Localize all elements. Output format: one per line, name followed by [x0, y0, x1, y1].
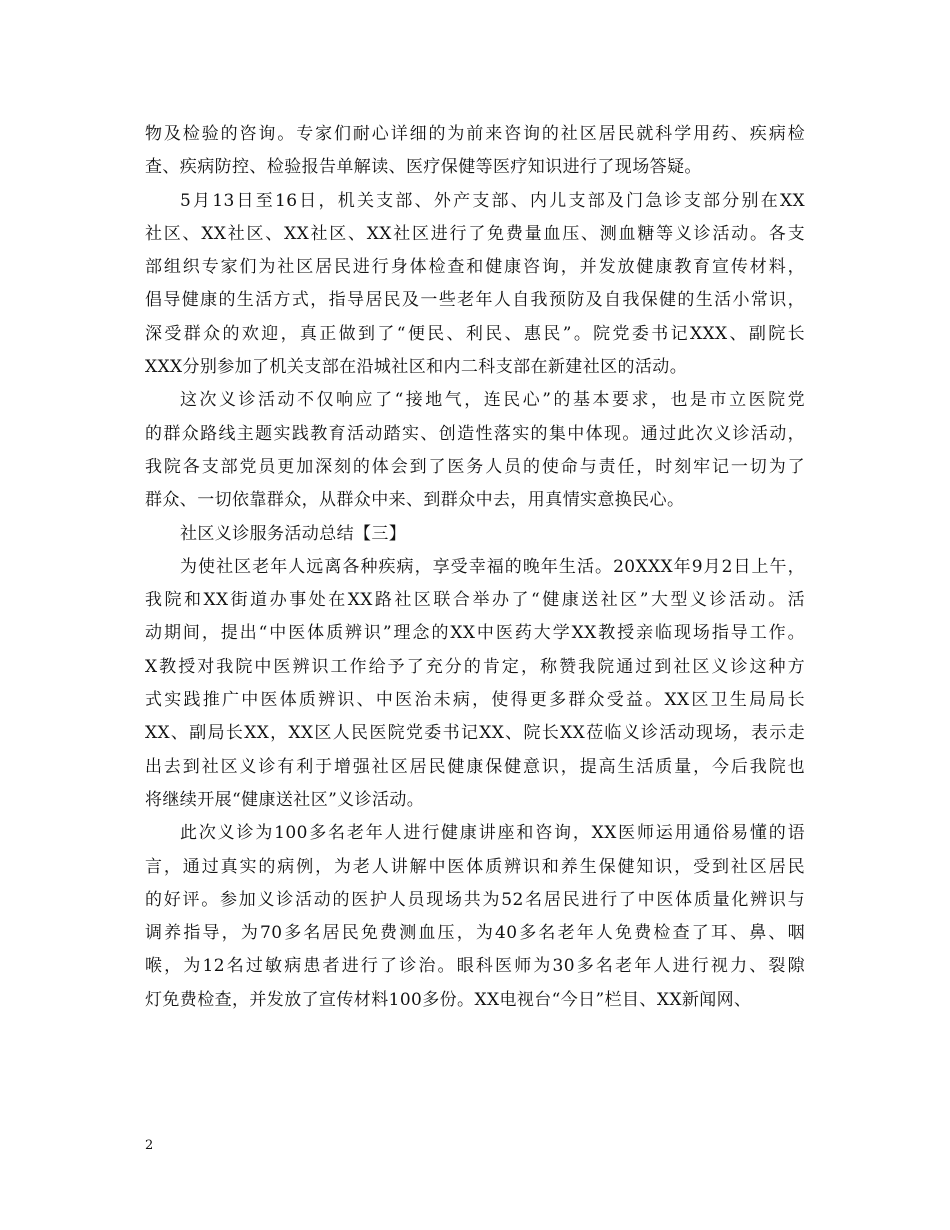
text-line: 灯免费检查，并发放了宣传材料100多份。XX电视台“今日”栏目、XX新闻网、 [145, 989, 752, 1010]
document-body [145, 118, 805, 1017]
paragraph [145, 817, 805, 1017]
paragraph [145, 518, 805, 551]
text-line: 调养指导，为70多名居民免费测血压，为40多名老年人免费检查了耳、鼻、咽 [145, 923, 805, 944]
text-line: 查、疾病防控、检验报告单解读、医疗保健等医疗知识进行了现场答疑。 [145, 157, 702, 178]
text-line: 为使社区老年人远离各种疾病，享受幸福的晚年生活。20XXX年9月2日上午， [180, 556, 805, 577]
text-line: 出去到社区义诊有利于增强社区居民健康保健意识，提高生活质量，今后我院也 [145, 756, 805, 777]
page-number: 2 [145, 1138, 154, 1153]
paragraph [145, 185, 805, 385]
text-line: 社区、XX社区、XX社区、XX社区进行了免费量血压、测血糖等义诊活动。各支 [145, 223, 805, 244]
text-line: 社区义诊服务活动总结【三】 [180, 523, 407, 544]
text-line: X教授对我院中医辨识工作给予了充分的肯定，称赞我院通过到社区义诊这种方 [145, 656, 805, 677]
text-line: 深受群众的欢迎，真正做到了“便民、利民、惠民”。院党委书记XXX、副院长 [145, 323, 805, 344]
paragraph [145, 384, 805, 517]
text-line: XXX分别参加了机关支部在沿城社区和内二科支部在新建社区的活动。 [145, 357, 688, 378]
text-line: 群众、一切依靠群众，从群众中来、到群众中去，用真情实意换民心。 [145, 490, 685, 511]
text-line: 倡导健康的生活方式，指导居民及一些老年人自我预防及自我保健的生活小常识， [145, 290, 805, 311]
text-line: 将继续开展“健康送社区”义诊活动。 [145, 789, 425, 810]
text-line: 物及检验的咨询。专家们耐心详细的为前来咨询的社区居民就科学用药、疾病检 [145, 124, 805, 144]
text-line: 我院各支部党员更加深刻的体会到了医务人员的使命与责任，时刻牢记一切为了 [145, 456, 805, 477]
text-line: 的好评。参加义诊活动的医护人员现场共为52名居民进行了中医体质量化辨识与 [145, 889, 805, 910]
paragraph [145, 551, 805, 817]
text-line: 动期间，提出“中医体质辨识”理念的XX中医药大学XX教授亲临现场指导工作。 [145, 623, 805, 644]
text-line: 部组织专家们为社区居民进行身体检查和健康咨询，并发放健康教育宣传材料， [145, 257, 805, 278]
text-line: 的群众路线主题实践教育活动踏实、创造性落实的集中体现。通过此次义诊活动， [145, 423, 805, 444]
text-line: 5月13日至16日，机关支部、外产支部、内儿支部及门急诊支部分别在XX [180, 190, 805, 211]
text-line: XX、副局长XX，XX区人民医院党委书记XX、院长XX莅临义诊活动现场，表示走 [145, 723, 805, 744]
text-line: 式实践推广中医体质辨识、中医治未病，使得更多群众受益。XX区卫生局局长 [145, 690, 805, 711]
text-line: 言，通过真实的病例，为老人讲解中医体质辨识和养生保健知识，受到社区居民 [145, 856, 805, 877]
paragraph [145, 118, 805, 185]
text-line: 喉，为12名过敏病患者进行了诊治。眼科医师为30多名老年人进行视力、裂隙 [145, 956, 805, 977]
text-line: 此次义诊为100多名老年人进行健康讲座和咨询，XX医师运用通俗易懂的语 [180, 823, 805, 844]
text-line: 这次义诊活动不仅响应了“接地气，连民心”的基本要求，也是市立医院党 [180, 390, 805, 411]
text-line: 我院和XX街道办事处在XX路社区联合举办了“健康送社区”大型义诊活动。活 [145, 590, 805, 611]
